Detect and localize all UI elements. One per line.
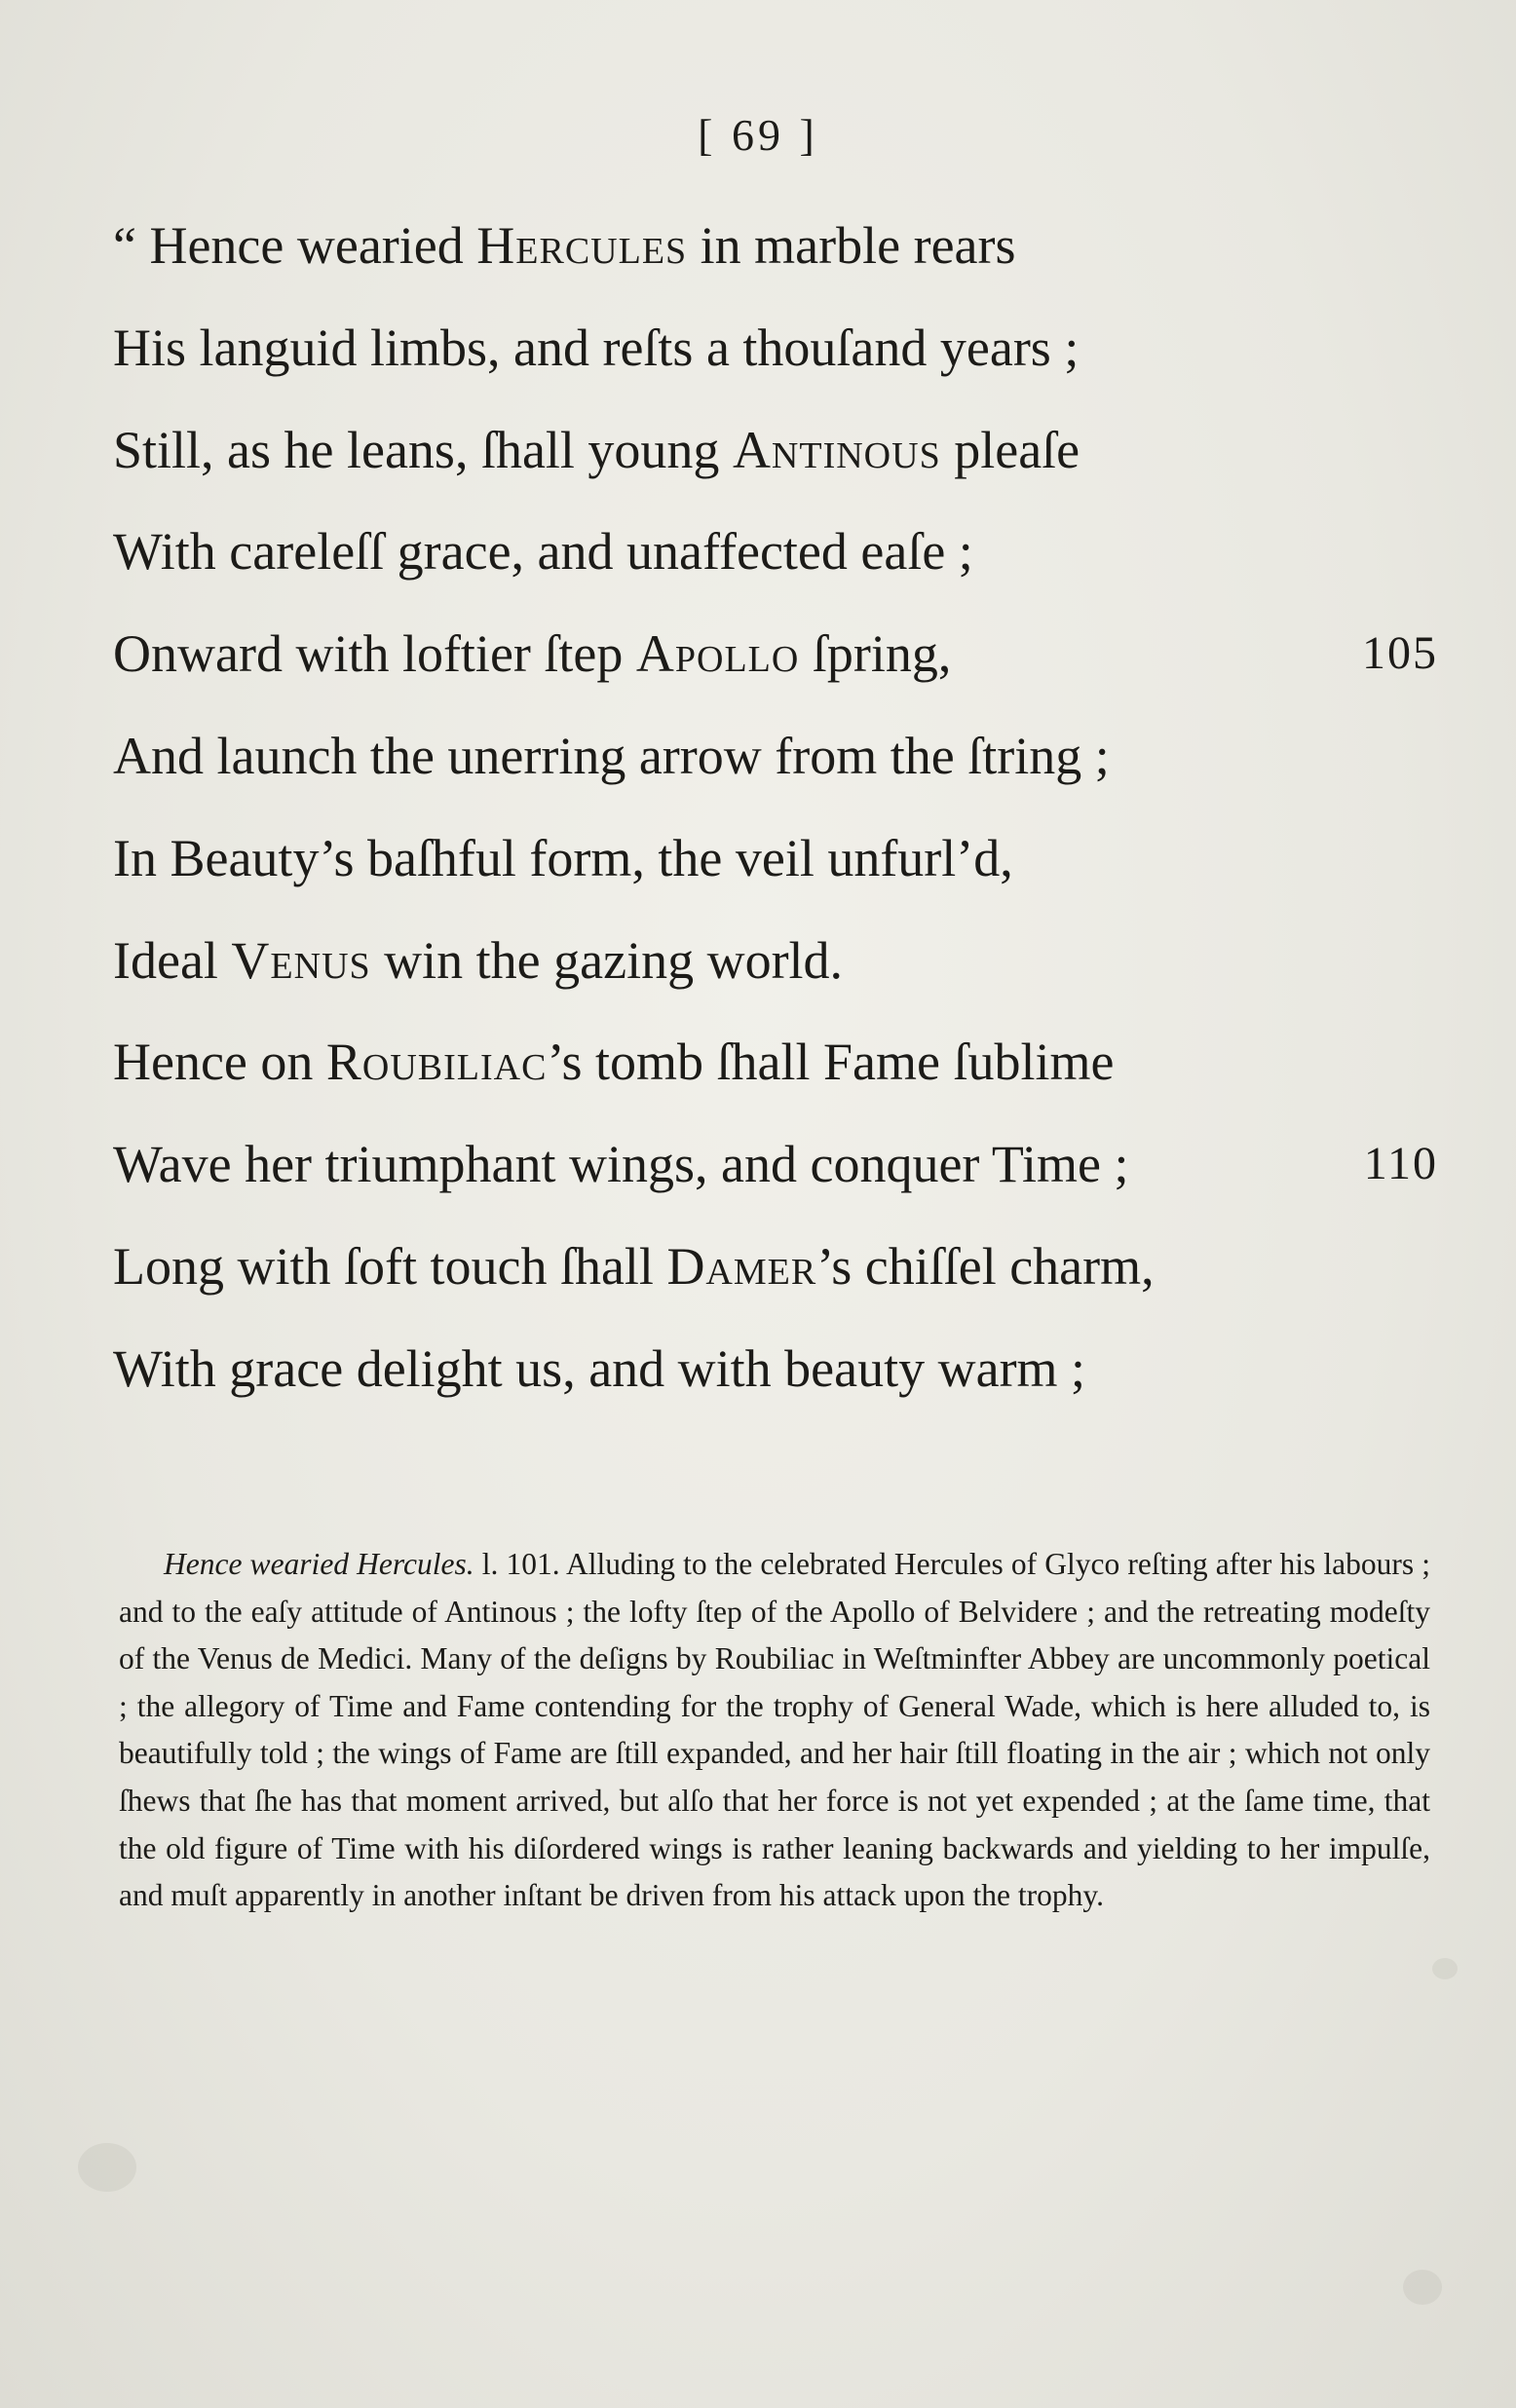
poem-line-text [113,399,1080,502]
poem-line [113,1113,1438,1216]
page-number: [ 69 ] [698,110,818,160]
poem-line-part: Hence on [113,1033,326,1092]
poem-line-text [113,1113,1128,1216]
poem-line [113,1011,1438,1113]
poem-line-part: “ Hence wearied [113,216,477,275]
poem-line-part: ’s tomb ſhall Fame ſublime [547,1033,1115,1092]
poem-line-text [113,1216,1155,1318]
poem-line-part: In Beauty’s baſhful form, the veil unfurl’d, [113,828,1013,887]
poem-line-name: Antinous [732,420,941,479]
poem-line [113,501,1438,603]
poem-line [113,808,1438,910]
poem-line-name: Apollo [635,624,800,684]
poem-line [113,1318,1438,1420]
poem-line-part: Onward with loftier ſtep [113,624,636,684]
poem-line-part: His languid limbs, and reſts a thouſand years ; [113,318,1080,377]
poem-line-part: And launch the unerring arrow from the ſtring ; [113,726,1110,785]
poem-line-name: Venus [231,930,371,990]
poem-line [113,603,1438,705]
poem-line-name: Roubiliac [325,1033,548,1092]
poem-line-part: Long with ſoft touch ſhall [113,1236,667,1296]
poem-line-text [113,603,951,705]
poem-line-text [113,910,843,1012]
line-number: 110 [1363,1138,1438,1190]
poem-line-text [113,1011,1114,1113]
poem-line [113,910,1438,1012]
poem-line-text [113,195,1016,297]
poem-line [113,297,1438,399]
poem-line [113,195,1438,297]
footnote-lead: Hence wearied Hercules. [164,1547,474,1581]
poem-line-part: With careleſſ grace, and unaffected eaſe ; [113,522,973,582]
poem-line-part: pleaſe [940,420,1080,479]
paper-stain [78,2143,136,2192]
line-number: 105 [1362,627,1438,680]
poem [113,195,1438,1420]
poem-line-text [113,808,1013,910]
poem-line-text [113,501,973,603]
poem-line-part: With grace delight us, and with beauty warm ; [113,1338,1086,1398]
poem-line-part: ’s chiſſel charm, [816,1236,1155,1296]
poem-line-name: Hercules [476,216,688,275]
poem-line-text [113,297,1079,399]
poem-line-part: Wave her triumphant wings, and conquer Time ; [113,1135,1129,1194]
poem-line [113,705,1438,808]
poem-line-part: win the gazing world. [370,930,844,990]
footnote-body: l. 101. Alluding to the celebrated Hercules of Glyco reſting after his labours ; and to the eaſy attitude of Antinous ; the lofty ſtep of the Apollo of Belvidere ; and the retreating modeſty of the Venus de Medici. Many of the deſigns by Roubiliac in Weſtminfter Abbey are uncommonly poetical ; the allegory of Time and Fame contending for the trophy of General Wade, which is here alluded to, is beautifully told ; the wings of Fame are ſtill expanded, and her hair ſtill floating in the air ; which not only ſhews that ſhe has that moment arrived, but alſo that her force is not yet expended ; at the ſame time, that the old figure of Time with his diſordered wings is rather leaning backwards and yielding to her impulſe, and muſt apparently in another inſtant be driven from his attack upon the trophy. [119,1547,1431,1913]
poem-line-text [113,1318,1085,1420]
poem-line-part: ſpring, [799,624,952,684]
poem-line-part: Ideal [113,930,232,990]
paper-stain [1432,1958,1458,1979]
footnote [119,1541,1430,1920]
poem-line [113,1216,1438,1318]
poem-line [113,399,1438,502]
poem-line-name: Damer [666,1236,817,1296]
poem-line-text [113,705,1110,808]
paper-stain [1403,2270,1442,2305]
poem-line-part: Still, as he leans, ſhall young [113,420,733,479]
poem-line-part: in marble rears [687,216,1016,275]
